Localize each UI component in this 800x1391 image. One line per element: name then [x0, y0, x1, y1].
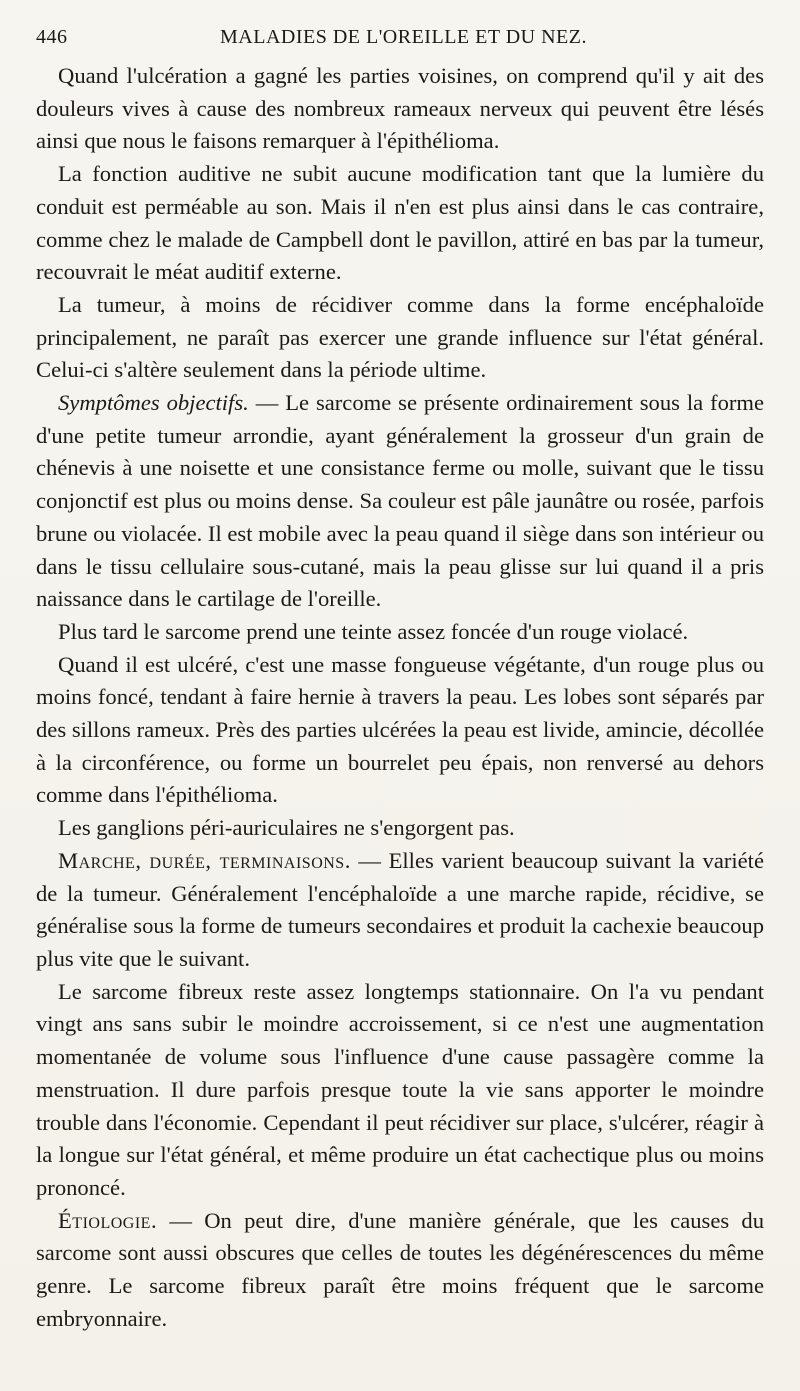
paragraph [36, 387, 764, 616]
paragraph-text: Quand l'ulcération a gagné les parties voisines, on comprend qu'il y ait des douleurs vives à cause des nombreux rameaux nerveux qui peuvent être lésés ainsi que nous le faisons remarquer à l'épithélioma. [36, 63, 764, 154]
paragraph-text: La fonction auditive ne subit aucune modification tant que la lumière du conduit est perméable au son. Mais il n'en est plus ainsi dans le cas contraire, comme chez le malade de Campbell dont le pavillon, attiré en bas par la tumeur, recouvrait le méat auditif externe. [36, 161, 764, 285]
paragraph-text: — Elles varient beaucoup suivant la variété de la tumeur. Généralement l'encéphaloïde a une marche rapide, récidive, se généralise sous la forme de tumeurs secondaires et produit la cachexie beaucoup plus vite que le suivant. [36, 847, 764, 971]
section-heading-symptomes: Symptômes objectifs. [58, 390, 249, 416]
paragraph [36, 649, 764, 813]
paragraph [36, 812, 764, 845]
paragraph [36, 1205, 764, 1336]
paragraph-text: — Le sarcome se présente ordinairement sous la forme d'une petite tumeur arrondie, ayant généralement la grosseur d'un grain de chénevis à une noisette et une consistance ferme ou molle, suivant que le tissu conjonctif est plus ou moins dense. Sa couleur est pâle jaunâtre ou rosée, parfois brune ou violacée. Il est mobile avec la peau quand il siège dans son intérieur ou dans le tissu cellulaire sous-cutané, mais la peau glisse sur lui quand il a pris naissance dans le cartilage de l'oreille. [36, 390, 765, 612]
paragraph-text: Les ganglions péri-auriculaires ne s'engorgent pas. [58, 815, 515, 841]
section-heading-marche: Marche, durée, terminaisons. [58, 847, 351, 873]
paragraph [36, 158, 764, 289]
body-text [36, 60, 764, 1335]
paragraph [36, 60, 764, 158]
section-heading-etiologie: Étiologie. [58, 1207, 158, 1233]
paragraph-text: Le sarcome fibreux reste assez longtemps stationnaire. On l'a vu pendant vingt ans sans subir le moindre accroissement, si ce n'est une augmentation momentanée de volume sous l'influence d'une cause passagère comme la menstruation. Il dure parfois presque toute la vie sans apporter le moindre trouble dans l'économie. Cependant il peut récidiver sur place, s'ulcérer, réagir à la longue sur l'état général, et même produire un état cachectique plus ou moins prononcé. [36, 978, 764, 1200]
page-number: 446 [36, 26, 68, 48]
paragraph-text: La tumeur, à moins de récidiver comme dans la forme encéphaloïde principalement, ne paraît pas exercer une grande influence sur l'état général. Celui-ci s'altère seulement dans la période ultime. [36, 291, 764, 383]
running-title: MALADIES DE L'OREILLE ET DU NEZ. [220, 26, 587, 48]
paragraph [36, 289, 764, 387]
paragraph-text: Plus tard le sarcome prend une teinte assez foncée d'un rouge violacé. [58, 618, 689, 644]
paragraph [36, 976, 764, 1205]
paragraph-text: — On peut dire, d'une manière générale, que les causes du sarcome sont aussi obscures que celles de toutes les dégénérescences du même genre. Le sarcome fibreux paraît être moins fréquent que le sarcome embryonnaire. [36, 1207, 764, 1331]
paragraph-text: Quand il est ulcéré, c'est une masse fongueuse végétante, d'un rouge plus ou moins foncé, tendant à faire hernie à travers la peau. Les lobes sont séparés par des sillons rameux. Près des parties ulcérées la peau est livide, amincie, décollée à la circonférence, ou forme un bourrelet peu épais, non renversé au dehors comme dans l'épithélioma. [36, 651, 764, 808]
running-header [36, 26, 764, 60]
paragraph [36, 845, 764, 976]
paragraph [36, 616, 764, 649]
